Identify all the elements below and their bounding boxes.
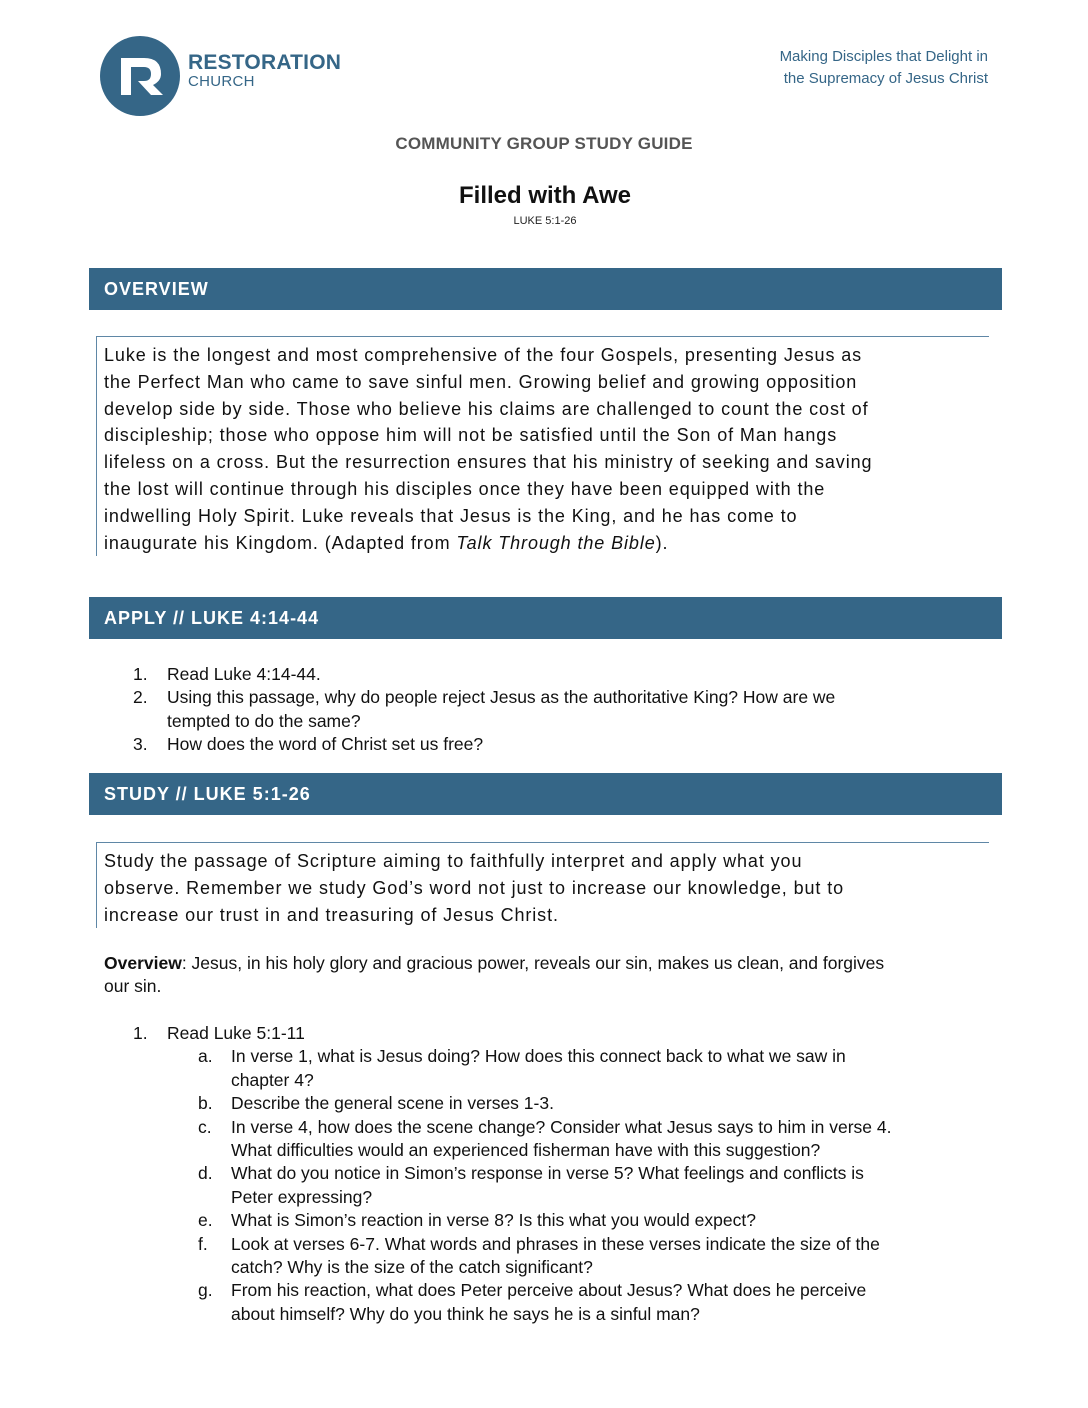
sub-list-text: From his reaction, what does Peter perceive about Jesus? What does he perceive xyxy=(231,1280,867,1301)
sub-list-text: In verse 1, what is Jesus doing? How does this connect back to what we saw in xyxy=(231,1046,846,1067)
sub-list-text: In verse 4, how does the scene change? Consider what Jesus says to him in verse 4. xyxy=(231,1116,892,1137)
guide-title: COMMUNITY GROUP STUDY GUIDE xyxy=(395,134,693,153)
study-overview xyxy=(104,952,994,999)
apply-question-list xyxy=(133,663,835,757)
sub-list-letter: g. xyxy=(198,1280,213,1301)
sub-list-text: about himself? Why do you think he says he is a sinful man? xyxy=(231,1303,700,1324)
sub-list-item xyxy=(198,1116,892,1163)
sub-list-text: What do you notice in Simon’s response in verse 5? What feelings and conflicts is xyxy=(231,1163,864,1184)
sub-question-list xyxy=(133,1045,892,1326)
scripture-reference: LUKE 5:1-26 xyxy=(513,215,577,227)
overview-line xyxy=(104,530,989,557)
list-item-text: Read Luke 4:14-44. xyxy=(167,664,321,684)
section-heading-overview: OVERVIEW xyxy=(89,268,1002,310)
section-heading-study: STUDY // LUKE 5:1-26 xyxy=(89,773,1002,815)
study-intro-line: observe. Remember we study God’s word not just to increase our knowledge, but to xyxy=(104,877,845,898)
list-item-text: How does the word of Christ set us free? xyxy=(167,734,484,755)
list-number: 2. xyxy=(133,687,148,708)
overview-line: lifeless on a cross. But the resurrection ensures that his ministry of seeking and saving xyxy=(104,452,873,473)
sub-list-text: Peter expressing? xyxy=(231,1186,373,1207)
list-item-text: tempted to do the same? xyxy=(167,710,361,731)
sub-list-text: What difficulties would an experienced fisherman have with this suggestion? xyxy=(231,1140,821,1161)
study-overview-line: our sin. xyxy=(104,976,162,997)
overview-line: Luke is the longest and most comprehensive of the four Gospels, presenting Jesus as xyxy=(104,345,863,365)
overview-line: indwelling Holy Spirit. Luke reveals that Jesus is the King, and he has come to xyxy=(104,505,798,526)
study-overview-line xyxy=(104,952,994,975)
sub-list-letter: d. xyxy=(198,1163,213,1184)
tagline xyxy=(780,46,988,90)
sub-list-letter: e. xyxy=(198,1210,213,1231)
list-item-text: Using this passage, why do people reject Jesus as the authoritative King? How are we xyxy=(167,687,836,708)
study-overview-label: Overview xyxy=(104,953,182,973)
sub-list-letter: c. xyxy=(198,1116,212,1137)
sub-list-item xyxy=(198,1209,892,1232)
list-number: 3. xyxy=(133,734,148,755)
study-intro-box xyxy=(96,842,989,928)
sub-list-text: Describe the general scene in verses 1-3. xyxy=(231,1093,554,1114)
list-item xyxy=(133,1022,926,1326)
overview-line: the Perfect Man who came to save sinful men. Growing belief and growing opposition xyxy=(104,371,858,392)
section-heading-apply: APPLY // LUKE 4:14-44 xyxy=(89,597,1002,639)
study-intro-line: Study the passage of Scripture aiming to faithfully interpret and apply what you xyxy=(104,851,803,871)
study-question-list xyxy=(133,1022,926,1326)
tagline-line: the Supremacy of Jesus Christ xyxy=(783,70,988,87)
book-title: Talk Through the Bible xyxy=(456,532,656,553)
logo-subtitle: CHURCH xyxy=(188,73,255,90)
overview-line-text: inaugurate his Kingdom. (Adapted from xyxy=(104,532,457,553)
sub-list-text: catch? Why is the size of the catch significant? xyxy=(231,1257,593,1278)
church-logo xyxy=(100,36,350,120)
sub-list-item xyxy=(198,1233,892,1280)
list-number: 1. xyxy=(133,664,148,684)
overview-line: the lost will continue through his disciples once they have been equipped with the xyxy=(104,478,826,499)
sub-list-item xyxy=(198,1279,892,1326)
sub-list-item xyxy=(198,1162,892,1209)
overview-line: discipleship; those who oppose him will not be satisfied until the Son of Man hangs xyxy=(104,425,838,446)
sub-list-letter: f. xyxy=(198,1233,208,1254)
list-number: 1. xyxy=(133,1023,148,1043)
overview-line: develop side by side. Those who believe his claims are challenged to count the cost of xyxy=(104,398,869,419)
sub-list-item xyxy=(198,1045,892,1092)
study-overview-text: : Jesus, in his holy glory and gracious power, reveals our sin, makes us clean, and forgives xyxy=(181,953,885,973)
sub-list-item xyxy=(198,1092,892,1115)
logo-mark-icon xyxy=(100,36,180,116)
list-item xyxy=(133,686,835,733)
sub-list-text: Look at verses 6-7. What words and phrases in these verses indicate the size of the xyxy=(231,1233,880,1254)
page-title: Filled with Awe xyxy=(458,182,632,209)
sub-list-text: What is Simon’s reaction in verse 8? Is this what you would expect? xyxy=(231,1210,756,1231)
list-item xyxy=(133,733,835,756)
sub-list-text: chapter 4? xyxy=(231,1069,314,1090)
sub-list-letter: b. xyxy=(198,1093,213,1114)
overview-text-box xyxy=(96,336,989,556)
tagline-line: Making Disciples that Delight in xyxy=(779,48,988,65)
sub-list-letter: a. xyxy=(198,1046,213,1067)
overview-line-text: ). xyxy=(655,532,669,553)
logo-name: RESTORATION xyxy=(188,51,342,74)
list-item xyxy=(133,663,835,686)
study-intro-line: increase our trust in and treasuring of Jesus Christ. xyxy=(104,904,559,925)
list-item-text: Read Luke 5:1-11 xyxy=(167,1023,305,1043)
